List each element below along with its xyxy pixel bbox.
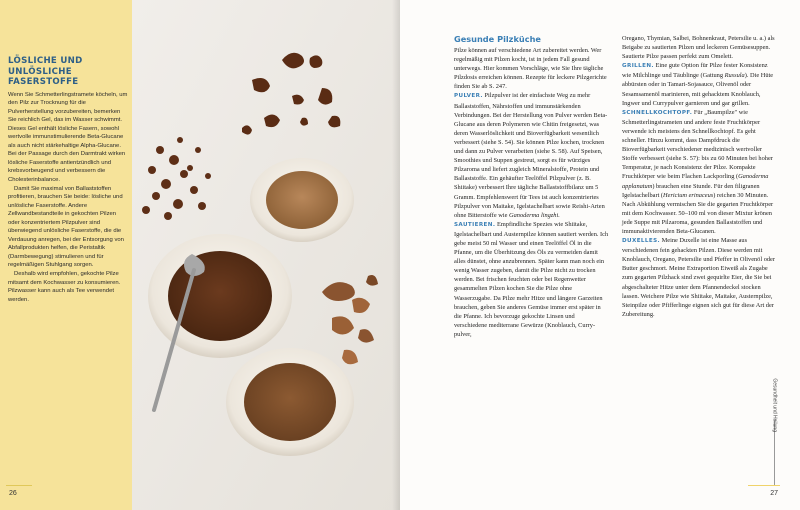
- pulver-heading: PULVER.: [454, 93, 483, 100]
- section-title: Gesunde Pilzküche: [454, 34, 541, 44]
- intro-text: Pilze können auf verschiedene Art zubereitet werden. Wer regelmäßig mit Pilzen kocht, ist in jedem Fall gesund unterwegs. Hier kommen Vorschläge, wie Sie Ihre tägliche Pilzdosis erreichen können. Rezepte für leckere Pilzgerichte finden Sie ab S. 247.: [454, 47, 607, 91]
- sautieren-text: Empfindliche Spezies wie Shiitake, Igelstachelbart und Austernpilze können sautiert werden. Ich gebe meist 50 ml Wasser und einen Teelöffel Öl in die Pfanne, um die Überhitzung des Öls zu vermeiden damit alles dünstet, ohne anzubrennen. Später kann man noch ein wenig Wasser zugeben, damit die Pilze nicht zu trocken werden. Bei frischen feuchten oder bei Regenwetter gesammelten Pilzen kochen Sie die Pilze ohne Wasserzugabe. Da Pilze mehr Hitze und längere Garzeiten brauchen, geben Sie anderes Gemüse immer erst später in die Pfanne. Ich bevorzuge gekochte Linsen und verschiedene mediterrane Gewürze (Knoblauch, Currypulver,: [454, 220, 609, 338]
- sautieren-paragraph: [454, 220, 609, 339]
- sidebar-text: [8, 56, 128, 304]
- grillen-paragraph: [622, 61, 777, 107]
- schnellkochtopf-text-2: ) brauchen eine Stunde. Für den filigranen Igelstachelbart (: [622, 182, 760, 199]
- grillen-text: Eine gute Option für Pilze fester Konsistenz wie Milchlinge und Täublinge (Gattung: [622, 62, 768, 80]
- running-head: Gesundheit und Heilung: [772, 378, 778, 432]
- sidebar-box: [0, 0, 132, 510]
- text-column-2: [622, 34, 777, 319]
- schnellkochtopf-text-3: ) reichen 30 Minuten. Nach Abkühlung vermischen Sie die gegarten Fruchtkörper mit dem Kochwasser. 50–100 ml von dieser Mixtur krönen jede Suppe mit Pilzaroma, gesunden Ballaststoffen und immunaktivierenden Beta-Glucanen.: [622, 191, 774, 235]
- text-column-1: [454, 34, 609, 339]
- duxelles-text: Meine Duxelle ist eine Masse aus verschiedenen fein gehackten Pilzen. Diese werden mit Knoblauch, Oregano, Petersilie und Pfeffer in Olivenöl oder Butter geschmort. Meine Extraportion Eiweiß als Zugabe zum gegarten Pilzhack sind zwei gequirlte Eier, die Sie bei abgeschalteter Hitze unter dem Pfannendeckel stocken lassen. Weichere Pilze wie Shiitake, Maitake, Austernpilze, Steinpilze oder Pfifferlinge eignen sich gut für diese Art der Zubereitung.: [622, 237, 775, 318]
- intro-paragraph: [454, 46, 609, 91]
- schnellkochtopf-species-1: Ganoderma applanatum: [622, 173, 769, 190]
- grillen-text-2: ). Die Hüte abbürsten oder in Tamari-Sojasauce, Olivenöl oder Sesamsamenöl marinieren, mit gehacktem Knoblauch, Ingwer und Currypulver garnieren und gar grillen.: [622, 72, 774, 107]
- grillen-genus: Russula: [724, 72, 745, 80]
- sautieren-heading: SAUTIEREN.: [454, 221, 496, 228]
- sidebar-paragraph-2: Damit Sie maximal von Ballaststoffen profitieren, brauchen Sie beide: lösliche und unlösliche Faserstoffe. Andere Zellwandbestandteile in gekochten Pilzen oder konzentriertem Pilzpulver sind überwiegend unlösliche Faserstoffe, die die Verdauung anregen, bei der Entsorgung von Abfallprodukten helfen, die Peristaltik (Darmbewegung) stimulieren und für regelmäßigen Stuhlgang sorgen.: [8, 185, 124, 269]
- sidebar-title: LÖSLICHE UND UNLÖSLICHE FASERSTOFFE: [8, 56, 83, 87]
- pulver-species: Ganoderma lingzhi.: [509, 211, 560, 219]
- pulver-text: Pilzpulver ist der einfachste Weg zu mehr Ballaststoffen, Nährstoffen und immunstärkenden Verbindungen. Bei der Herstellung von Pulver werden Beta-Glucane aus deren Polymeren wie Chitin freigesetzt, was deren Wasserlöslichkeit und Bioverfügbarkeit wesentlich verbessert (siehe S. 54). Sie können Pilze kochen, trocknen und dann zu Pulver verarbeiten (siehe S. 58). Auf Speisen, Smoothies und Suppen gestreut, sorgt es für würziges Pilzaroma und liefert zugleich Mineralstoffe, Protein und Ballaststoffe. Ein gehäufter Teelöffel Pilzpulver (z. B. Shiitake) verbessert Ihre tägliche Ballaststoffbilanz um 5 Gramm. Empfehlenswert für Tees ist auch konzentriertes Pilzpulver von Maitake, Igelstachelbart sowie Reishi-Arten ohne Bitterstoffe wie: [454, 92, 608, 219]
- folio-rule-right: [748, 485, 780, 486]
- schnellkochtopf-heading: SCHNELLKOCHTOPF.: [622, 109, 693, 116]
- schnellkochtopf-species-2: Hericium erinaceus: [663, 191, 714, 199]
- dark-powder: [168, 251, 272, 341]
- sidebar-paragraph-1: Wenn Sie Schmetterlingstramete köcheln, um den Pilz zur Trocknung für die Pulverherstellung vorzubereiten, bemerken Sie reichlich Gel, das im Wasser schwimmt. Dieses Gel enthält lösliche Fasern, sowohl wertvolle immunstimulierende Beta-Glucane als auch nicht stärkehaltige Alpha-Glucane. Bei der Passage durch den Darmtrakt wirken lösliche Faserstoffe antientzündlich und krebsvorbeugend und verbessern die Cholesterinbalance.: [8, 91, 128, 183]
- grillen-heading: GRILLEN.: [622, 63, 654, 70]
- mushroom-powder-photo: [132, 0, 400, 510]
- page-number-right: 27: [770, 490, 778, 497]
- schnellkochtopf-paragraph: [622, 108, 777, 236]
- right-page: [400, 0, 800, 510]
- medium-powder: [244, 363, 336, 441]
- pulver-paragraph: [454, 91, 609, 219]
- light-powder: [266, 171, 338, 229]
- photo-illustration: [132, 0, 400, 510]
- duxelles-paragraph: [622, 236, 777, 319]
- column2-continuation: Oregano, Thymian, Salbei, Bohnenkraut, Petersilie u. a.) als Beigabe zu sautierten Pilzen und leckeren Gemüsesuppen. Sautierte Pilze passen perfekt zum Omelett.: [622, 35, 775, 61]
- sidebar-paragraph-3: Deshalb wird empfohlen, gekochte Pilze mitsamt dem Kochwasser zu konsumieren. Pilzwasser kann auch als Tee verwendet werden.: [8, 270, 121, 303]
- duxelles-heading: DUXELLES.: [622, 238, 661, 245]
- schnellkochtopf-text: Für „Baumpilze" wie Schmetterlingstrameten und andere feste Fruchtkörper verwende ich meistens den Schnellkochtopf. Es geht schneller. Hinzu kommt, dass Dampfdruck die Bioverfügbarkeit verschiedener medizinisch wertvoller Stoffe verbessert (siehe S. 57): bis zu 60 Minuten bei hoher Temperatur, je nach Konsistenz der Pilze. Kompakte Fruchtkörper wie beim Flachen Lackporling (: [622, 108, 773, 181]
- folio-rule-left: [6, 485, 32, 486]
- page-number-left: 26: [9, 490, 17, 497]
